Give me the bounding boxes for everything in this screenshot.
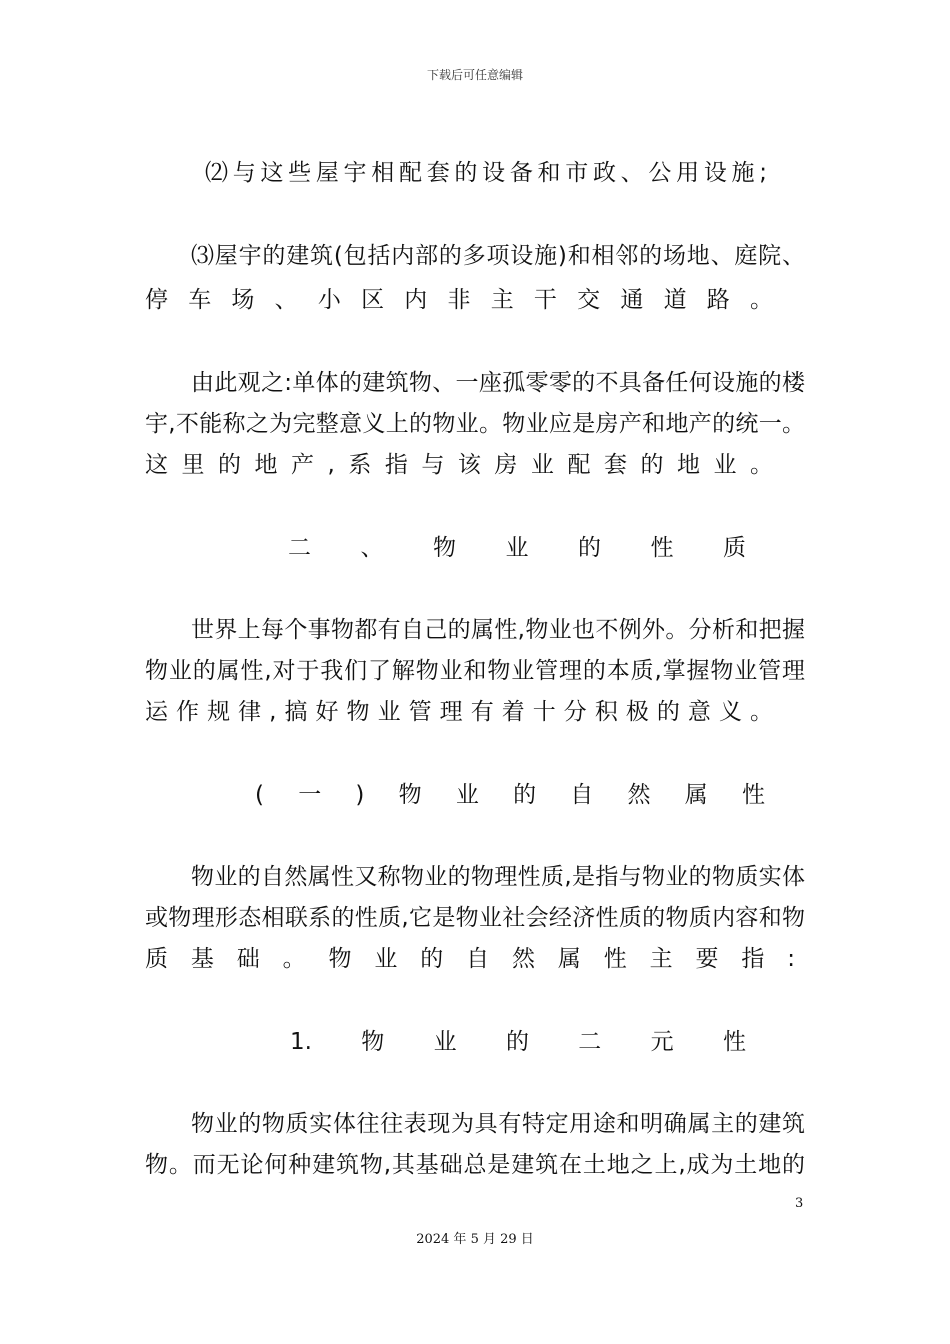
text-line: 世界上每个事物都有自己的属性,物业也不例外。分析和把握 (191, 617, 805, 643)
subsection-heading: (一)物业的自然属性 (255, 782, 765, 808)
text-line: 物业的物质实体往往表现为具有特定用途和明确属主的建筑 (191, 1111, 805, 1137)
text-line: 由此观之:单体的建筑物、一座孤零零的不具备任何设施的楼 (191, 370, 805, 396)
text-line: 物业的自然属性又称物业的物理性质,是指与物业的物质实体 (191, 864, 805, 890)
text-line: ⑵与这些屋宇相配套的设备和市政、公用设施; (205, 160, 767, 186)
text-line: 停车场、小区内非主干交通道路。 (145, 287, 773, 313)
text-line: 物业的属性,对于我们了解物业和物业管理的本质,掌握物业管理 (145, 658, 805, 684)
section-heading: 二、物业的性质 (288, 535, 746, 561)
page-header: 下载后可任意编辑 (426, 68, 523, 82)
footer-date: 2024 年 5 月 29 日 (416, 1232, 534, 1247)
item-heading: 1.物业的二元性 (290, 1029, 746, 1055)
page-number: 3 (795, 1196, 804, 1211)
text-line: 宇,不能称之为完整意义上的物业。物业应是房产和地产的统一。 (145, 411, 805, 437)
text-line: 或物理形态相联系的性质,它是物业社会经济性质的物质内容和物 (145, 905, 805, 931)
text-line: 这里的地产,系指与该房业配套的地业。 (145, 452, 773, 478)
text-line: 质基础。物业的自然属性主要指: (145, 946, 795, 972)
text-line: ⑶屋宇的建筑(包括内部的多项设施)和相邻的场地、庭院、 (191, 243, 805, 269)
text-line: 运作规律,搞好物业管理有着十分积极的意义。 (145, 699, 773, 725)
text-line: 物。而无论何种建筑物,其基础总是建筑在土地之上,成为土地的 (145, 1152, 805, 1178)
